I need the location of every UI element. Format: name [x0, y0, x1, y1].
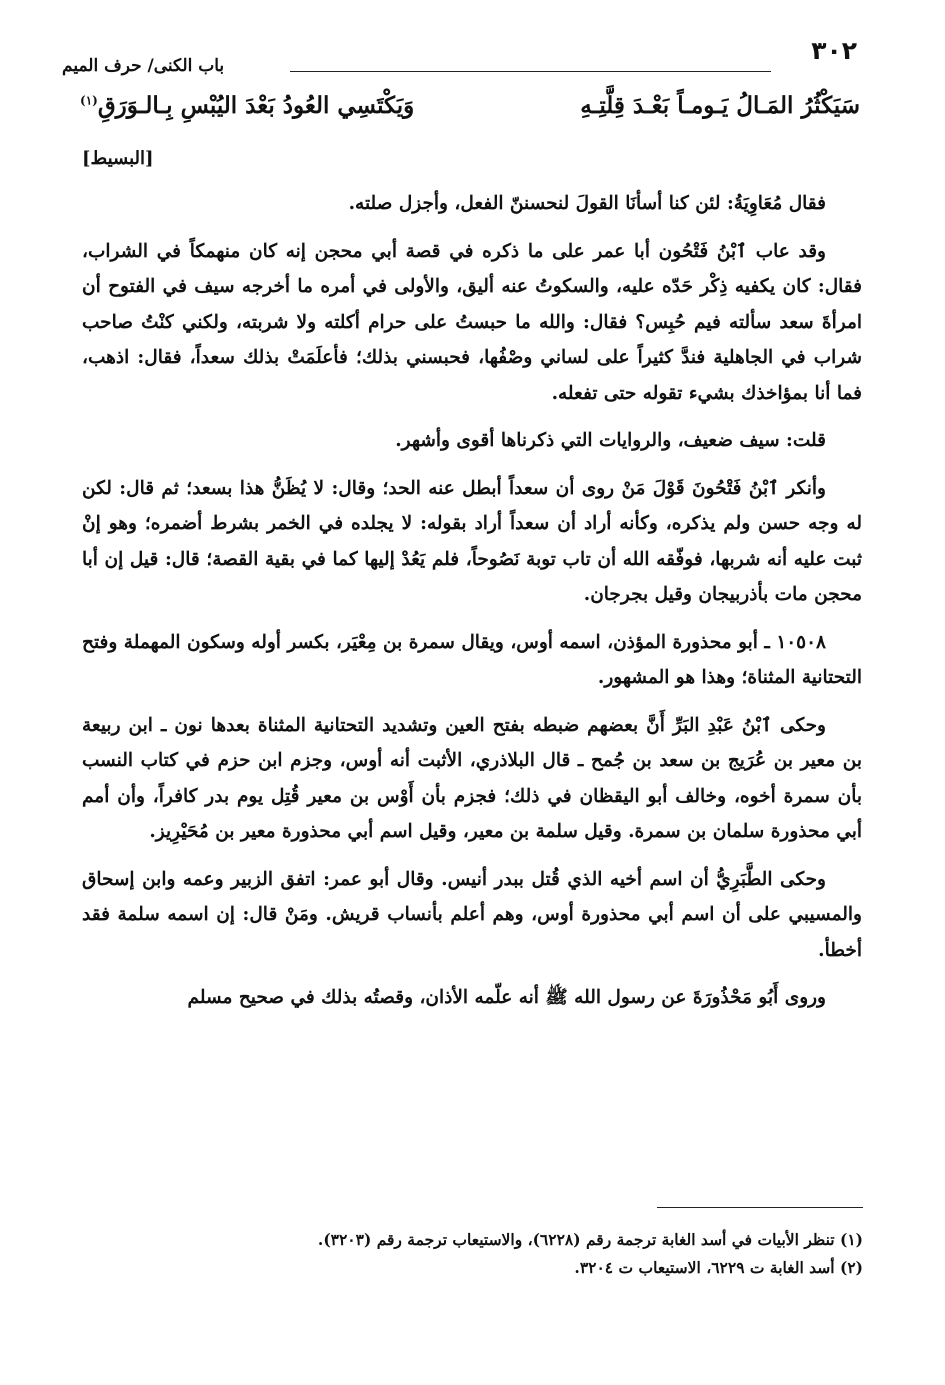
header-rule: [290, 71, 771, 72]
footnote: (١) تنظر الأبيات في أسد الغابة ترجمة رقم (٦٢٢٨)، والاستيعاب ترجمة رقم (٣٢٠٣).: [317, 1230, 863, 1249]
paragraph: وقد عاب ٱبْنُ فَتْحُون أبا عمر على ما ذكره في قصة أبي محجن إنه كان منهمكاً في الشراب، فقال: كان يكفيه ذِكْر حَدّه عليه، والسكوتُ عنه أليق، والأولى في أمره ما أخرجه سيف في الفتوح أن امرأةَ سعد سألته فيم حُبِس؟ فقال: والله ما حبستُ على حرام أكلته ولا شربته، ولكني كنْتُ صاحب شراب في الجاهلية فندَّ كثيراً على لساني وصْفُها، فحبسني بذلك؛ فأعلَمَتْ بذلك سعداً، فقال: اذهب، فما أنا بمؤاخذك بشيء تقوله حتى تفعله.: [82, 240, 862, 404]
footnote: (٢) أسد الغابة ت ٦٢٢٩، الاستيعاب ت ٣٢٠٤.: [574, 1258, 863, 1277]
page-header: [62, 36, 857, 76]
paragraph: وروى أَبُو مَحْذُورَةَ عن رسول الله ﷺ أنه علّمه الأذان، وقصتُه بذلك في صحيح مسلم: [187, 987, 826, 1008]
paragraph: وأنكر ٱبْنُ فَتْحُونَ قَوْلَ مَنْ روى أن سعداً أبطل عنه الحد؛ وقال: لا يُظَنُّ هذا بسعد؛ ثم قال: لكن له وجه حسن ولم يذكره، وكأنه أراد أن سعداً أراد بقوله: لا يجلده في الخمر بشرط أضمره؛ وهو إنْ ثبت عليه أنه شربها، فوفّقه الله أن تاب توبة نَصُوحاً، فلم يَعُدْ إليها كما في بقية القصة؛ قال: قيل إن أبا محجن مات بأذربيجان وقيل بجرجان.: [82, 477, 862, 605]
main-text: [82, 186, 862, 1028]
poetry-verse: [80, 92, 860, 128]
verse-second-hemistich: وَيَكْتَسِي العُودُ بَعْدَ اليُبْسِ بِـالـوَرَقِ$^{(١)}$: [80, 92, 415, 119]
footnote-marker: (١): [80, 93, 98, 108]
poetic-meter-label: [البسيط]: [82, 148, 154, 169]
paragraph: وحكى الطَّبَرِيُّ أن اسم أخيه الذي قُتل ببدر أنيس. وقال أبو عمر: اتفق الزبير وعمه وابن إسحاق والمسيبي على أن اسم أبي محذورة أوس، وهم أعلم بأنساب قريش. ومَنْ قال: إن اسمه سلمة فقد أخطأ.: [82, 868, 862, 961]
biography-entry-heading: ١٠٥٠٨ ـ أبو محذورة المؤذن، اسمه أوس، ويقال سمرة بن مِعْيَر، بكسر أوله وسكون المهملة وفتح التحتانية المثناة؛ وهذا هو المشهور.: [82, 631, 862, 688]
footnotes: [83, 1226, 863, 1282]
running-title: باب الكنى/ حرف الميم: [62, 56, 225, 76]
page-number: ٣٠٢: [811, 36, 857, 65]
paragraph: قلت: سيف ضعيف، والروايات التي ذكرناها أقوى وأشهر.: [395, 430, 826, 451]
paragraph: وحكى ٱبْنُ عَبْدِ البَرِّ أَنَّ بعضهم ضبطه بفتح العين وتشديد التحتانية المثناة بعدها نون ـ ابن ربيعة بن معير بن عُرَيج بن سعد بن جُمح ـ قال البلاذري، الأثبت أنه أوس، وجزم ابن حزم في كتاب النسب بأن سمرة أخوه، وخالف أبو اليقظان في ذلك؛ فجزم بأن أَوْس بن معير قُتِل يوم بدر كافراً، وأن أمم أبي محذورة سلمان بن سمرة. وقيل سلمة بن معير، وقيل اسم أبي محذورة معير بن مُحَيْرِيز.: [82, 714, 862, 842]
paragraph: فقال مُعَاوِيَةُ: لئن كنا أسأنَا القولَ لنحسننّ الفعل، وأجزل صلته.: [348, 193, 826, 214]
footnote-divider: [657, 1207, 863, 1208]
verse-first-hemistich: سَيَكْثُرُ المَـالُ يَـومـاً بَعْـدَ قِلَّتِـهِ: [580, 92, 860, 119]
